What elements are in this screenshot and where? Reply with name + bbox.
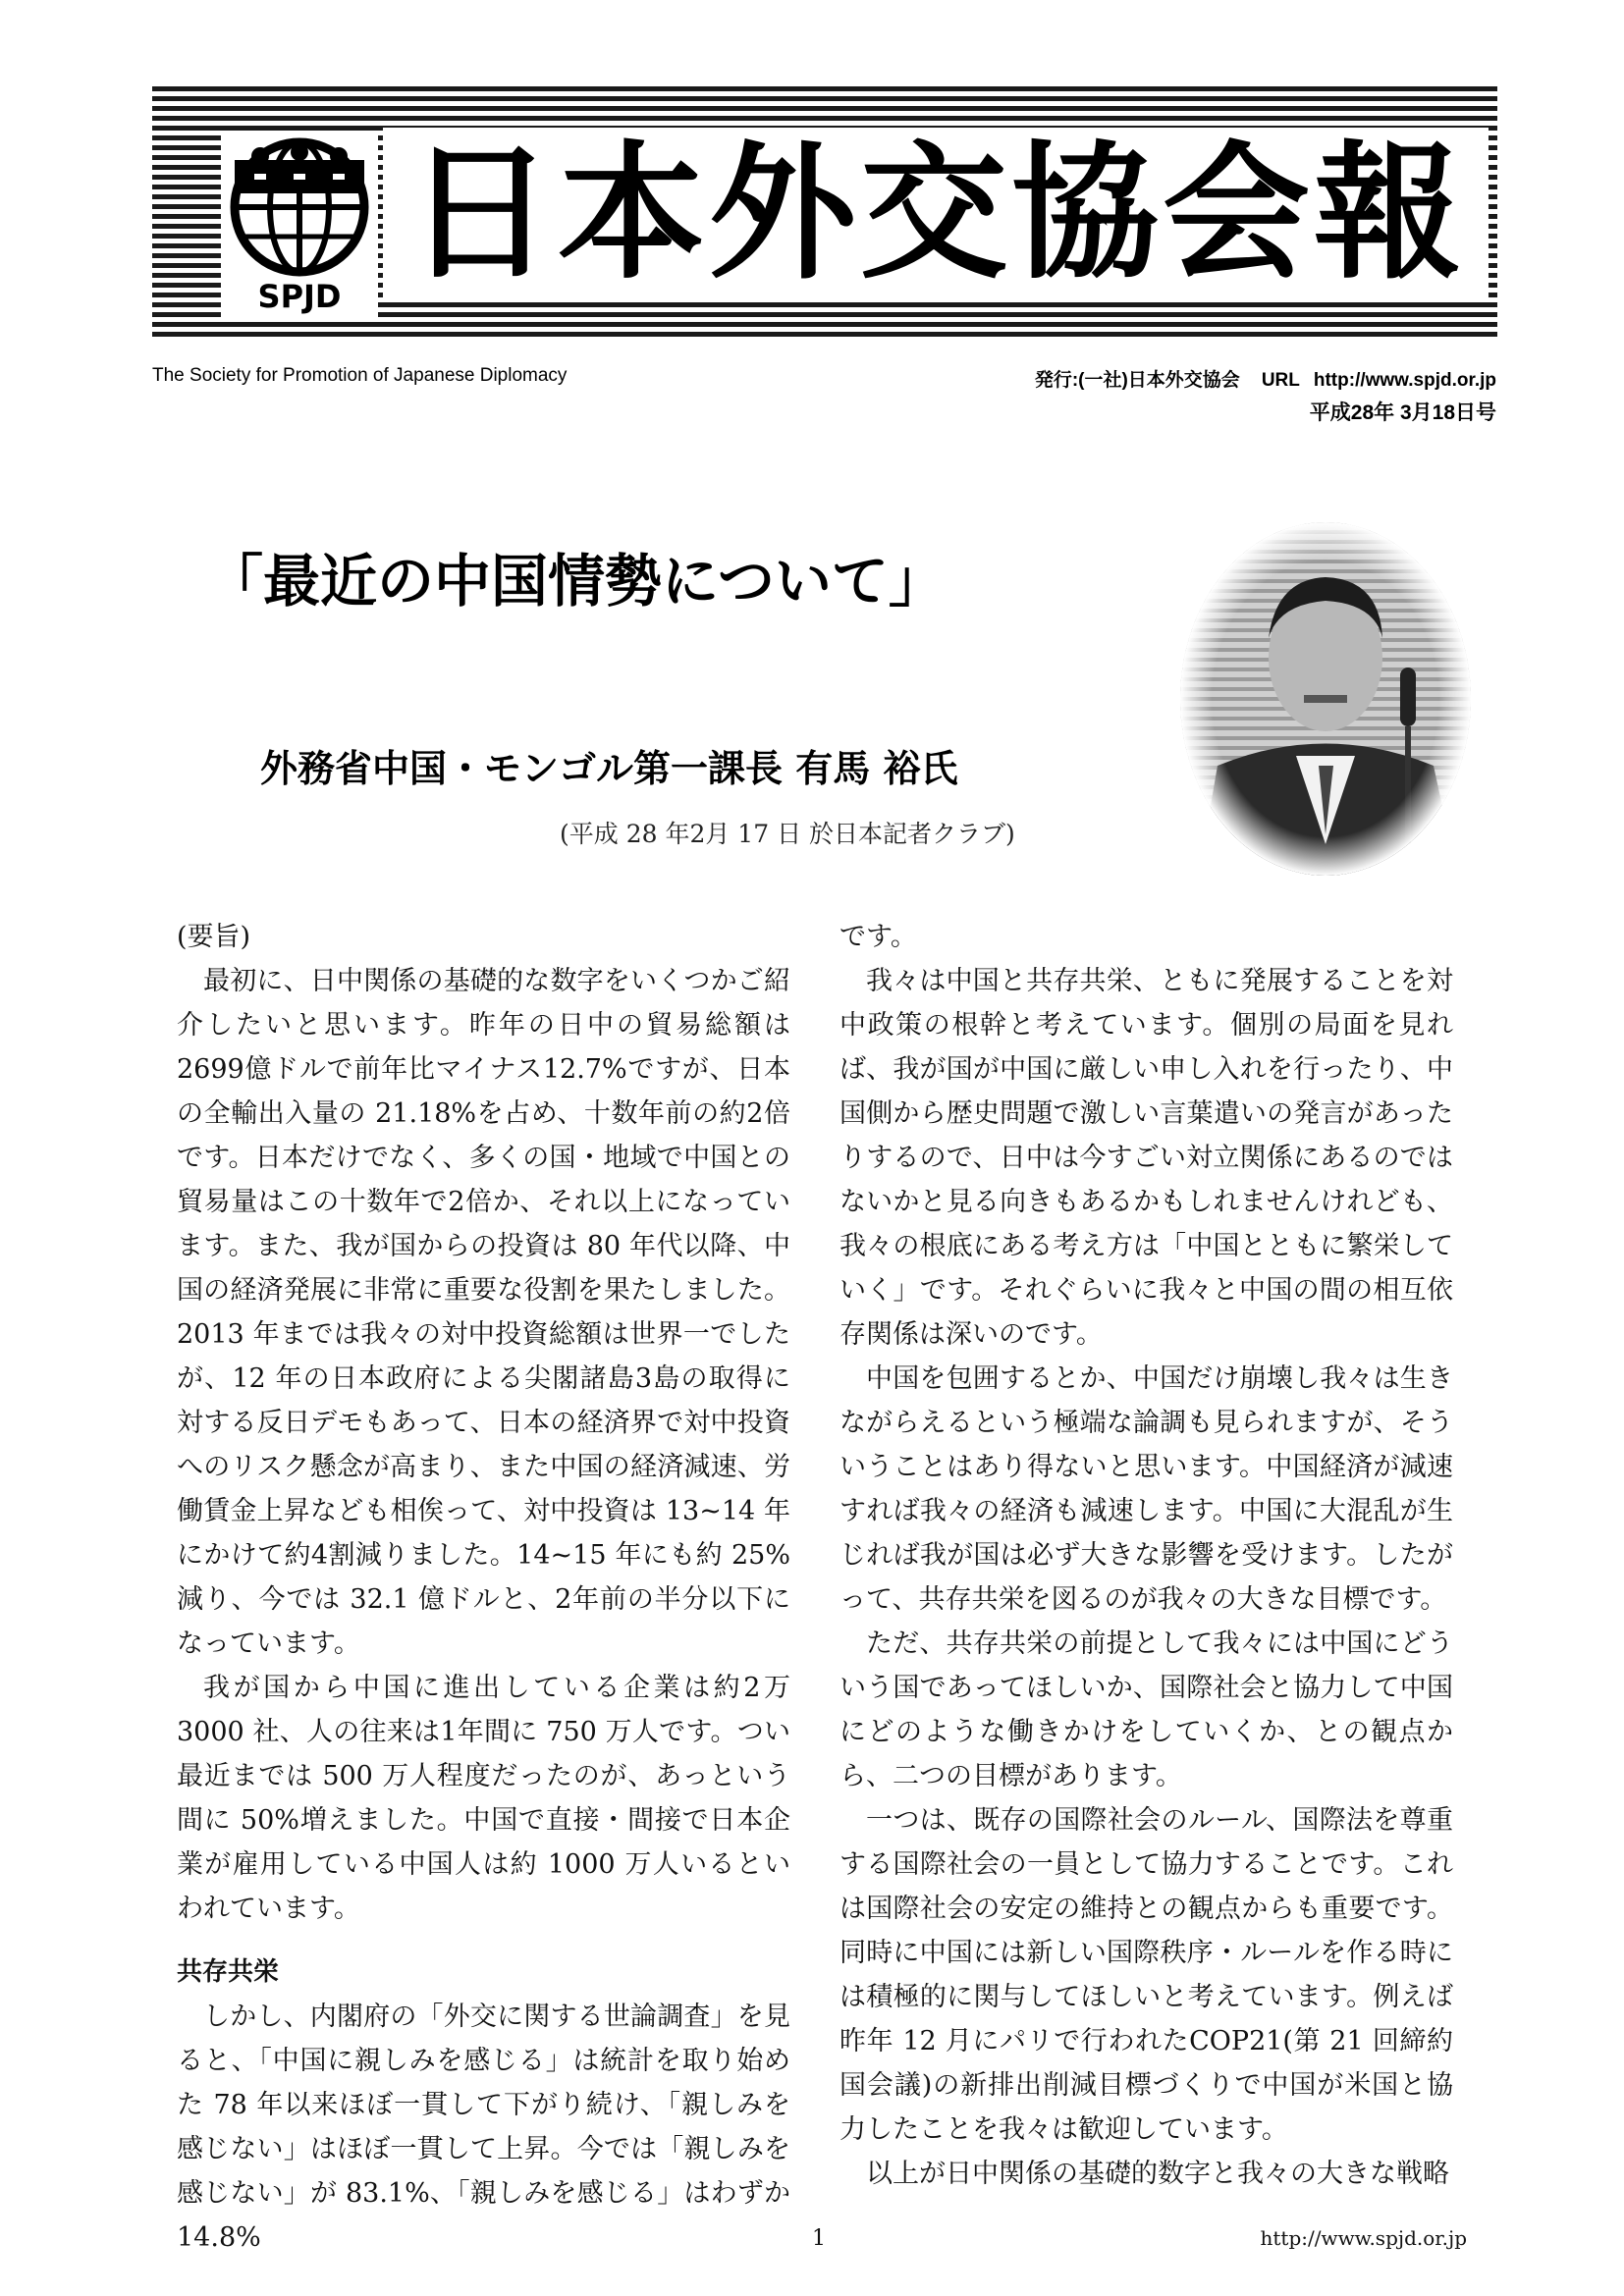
article-column-left [177,915,790,2260]
page-number: 1 [812,2226,826,2251]
society-name: The Society for Promotion of Japanese Diplomacy [152,365,568,386]
body-paragraph: しかし、内閣府の「外交に関する世論調査」を見ると、「中国に親しみを感じる」は統計を取り始めた 78 年以来ほぼ一貫して下がり続け、「親しみを感じない」はほぼ一貫して上昇。今では「親しみを感じない」が 83.1%、「親しみを感じる」はわずか 14.8% [177,2002,790,2253]
summary-label: (要旨) [177,922,251,952]
section-heading: 共存共栄 [177,1957,280,1987]
spjd-logo [221,131,378,317]
header-url-link[interactable]: http://www.spjd.or.jp [1313,370,1496,391]
body-paragraph: ただ、共存共栄の前提として我々には中国にどういう国であってほしいか、国際社会と協力して中国にどのような働きかけをしていくか、との観点から、二つの目標があります。 [839,1629,1453,1791]
body-paragraph: 最初に、日中関係の基礎的な数字をいくつかご紹介したいと思います。昨年の日中の貿易総額は2699億ドルで前年比マイナス12.7%ですが、日本の全輸出入量の 21.18%を占め、十数年前の約2倍です。日本だけでなく、多くの国・地域で中国との貿易量はこの十数年で2倍か、それ以上になっています。また、我が国からの投資は 80 年代以降、中国の経済発展に非常に重要な役割を果たしました。2013 年までは我々の対中投資総額は世界一でしたが、12 年の日本政府による尖閣諸島3島の取得に対する反日デモもあって、日本の経済界で対中投資へのリスク懸念が高まり、また中国の経済減速、労働賃金上昇なども相俟って、対中投資は 13~14 年にかけて約4割減りました。14~15 年にも約 25%減り、今では 32.1 億ドルと、2年前の半分以下になっています。 [177,966,790,1659]
publisher-line [1035,365,1496,392]
issue-date: 平成28年 3月18日号 [1309,401,1496,424]
body-paragraph: 一つは、既存の国際社会のルール、国際法を尊重する国際社会の一員として協力することです。これは国際社会の安定の維持との観点からも重要です。同時に中国には新しい国際秩序・ルールを作る時には積極的に関与してほしいと考えています。例えば昨年 12 月にパリで行われたCOP21(第 21 回締約国会議)の新排出削減目標づくりで中国が米国と協力したことを我々は歓迎しています。 [839,1805,1453,2145]
publisher-name: 発行:(一社)日本外交協会 [1034,370,1240,391]
masthead [152,86,1497,342]
speaker-line: 外務省中国・モンゴル第一課長 有馬 裕氏 [260,747,958,790]
speaker-photo-image [1178,520,1473,879]
speaker-photo [1178,520,1473,879]
body-paragraph: 中国を包囲するとか、中国だけ崩壊し我々は生きながらえるという極端な論調も見られますが、そういうことはあり得ないと思います。中国経済が減速すれば我々の経済も減速します。中国に大混乱が生じれば我が国は必ず大きな影響を受けます。したがって、共存共栄を図るのが我々の大きな目標です。 [839,1363,1453,1615]
logo-text: SPJD [257,278,342,315]
body-paragraph: 我が国から中国に進出している企業は約2万 3000 社、人の往来は1年間に 750 万人です。つい最近までは 500 万人程度だったのが、あっという間に 50%増えました。中国で直接・間接で日本企業が雇用している中国人は約 1000 万人いるといわれています。 [177,1673,790,1924]
article-title: 「最近の中国情勢について」 [206,548,946,614]
article-column-right [839,915,1453,2196]
footer-url-link[interactable]: http://www.spjd.or.jp [1260,2226,1467,2250]
body-paragraph: 以上が日中関係の基礎的数字と我々の大きな戦略 [866,2159,1449,2189]
body-paragraph: 我々は中国と共存共栄、ともに発展することを対中政策の根幹と考えています。個別の局面を見れば、我が国が中国に厳しい申し入れを行ったり、中国側から歴史問題で激しい言葉遣いの発言があったりするので、日中は今すごい対立関係にあるのではないかと見る向きもあるかもしれませんけれども、我々の根底にある考え方は「中国とともに繁栄していく」です。それぐらいに我々と中国の間の相互依存関係は深いのです。 [839,966,1453,1350]
url-label: URL [1261,370,1300,391]
masthead-title: 日本外交協会報 [383,128,1489,300]
body-continuation: です。 [839,922,917,952]
speech-info: (平成 28 年2月 17 日 於日本記者クラブ) [560,820,1015,848]
